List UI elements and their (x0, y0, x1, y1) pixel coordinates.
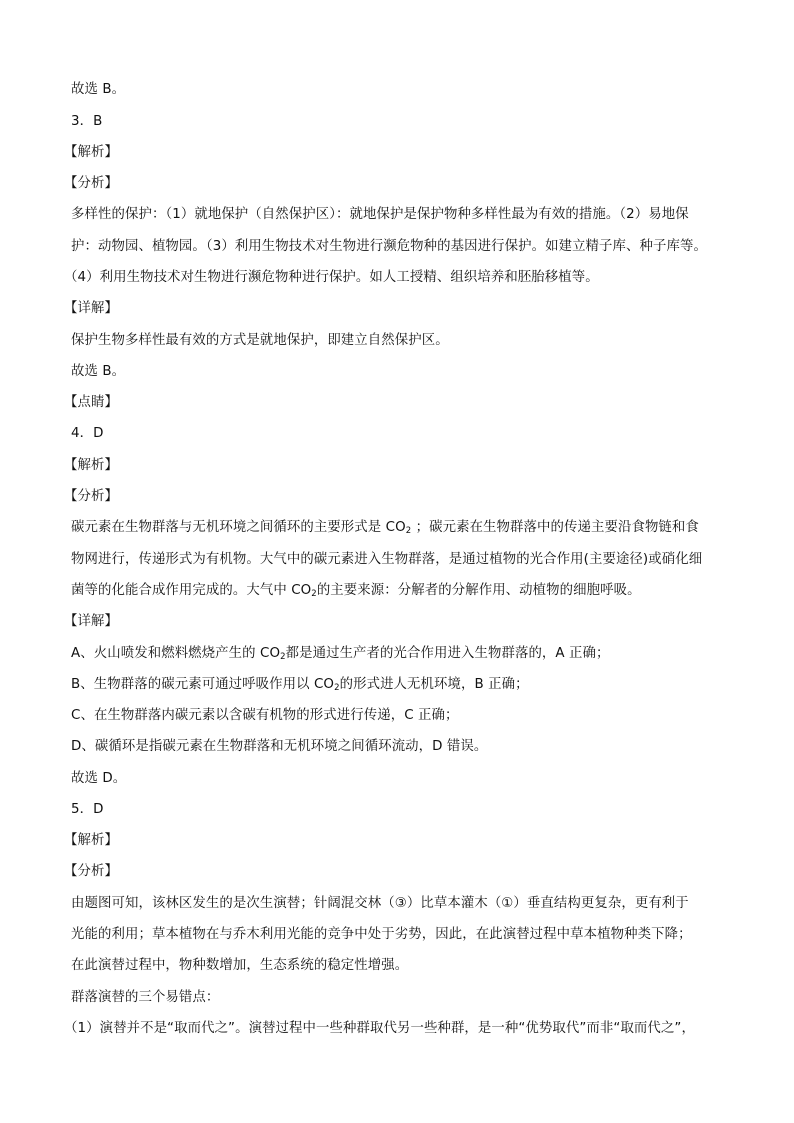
text-line: （4）利用生物技术对生物进行濒危物种进行保护。如人工授精、组织培养和胚胎移植等。 (64, 270, 599, 285)
question-number: 4．D (71, 426, 104, 441)
text-line: 故选 B。 (71, 364, 126, 379)
text-line: 保护生物多样性最有效的方式是就地保护，即建立自然保护区。 (71, 333, 449, 348)
text-line: 多样性的保护：（1）就地保护（自然保护区）：就地保护是保护物种多样性最为有效的措施。（2）易地保 (71, 207, 689, 222)
text-line (71, 518, 699, 538)
section-heading: 【解析】 (64, 145, 118, 160)
subscript: 2 (280, 652, 286, 662)
text-segment: B、生物群落的碳元素可通过呼吸作用以 CO (71, 677, 335, 692)
text-segment: 都是通过生产者的光合作用进入生物群落的，A 正确； (285, 646, 610, 661)
subscript: 2 (311, 589, 317, 599)
text-segment: 的主要来源：分解者的分解作用、动植物的细胞呼吸。 (316, 583, 641, 598)
section-heading: 【详解】 (64, 301, 118, 316)
text-segment: 菌等的化能合成作用完成的。大气中 CO (71, 583, 312, 598)
section-heading: 【分析】 (64, 489, 118, 504)
text-line: （1）演替并不是“取而代之”。演替过程中一些种群取代另一些种群，是一种“优势取代”而非“取而代之”， (64, 1021, 695, 1036)
section-heading: 【解析】 (64, 458, 118, 473)
text-line: 由题图可知，该林区发生的是次生演替；针阔混交林（③）比草本灌木（①）垂直结构更复杂，更有利于 (71, 896, 689, 911)
subscript: 2 (334, 683, 340, 693)
section-heading: 【分析】 (64, 864, 118, 879)
text-segment: A、火山喷发和燃料燃烧产生的 CO (71, 646, 281, 661)
text-segment: ；碳元素在生物群落中的传递主要沿食物链和食 (411, 520, 699, 535)
subscript: 2 (405, 526, 412, 536)
text-line: 护：动物园、植物园。（3）利用生物技术对生物进行濒危物种的基因进行保护。如建立精子库、种子库等。 (71, 239, 707, 254)
section-heading: 【点睛】 (64, 395, 118, 410)
text-line: 故选 B。 (71, 82, 126, 97)
text-line: C、在生物群落内碳元素以含碳有机物的形式进行传递，C 正确； (71, 708, 459, 723)
section-heading: 【详解】 (64, 614, 118, 629)
text-line: 群落演替的三个易错点： (71, 990, 220, 1005)
text-segment: 碳元素在生物群落与无机环境之间循环的主要形式是 CO (71, 520, 406, 535)
text-line: 在此演替过程中，物种数增加，生态系统的稳定性增强。 (71, 958, 409, 973)
text-line: 光能的利用；草本植物在与乔木利用光能的竞争中处于劣势，因此，在此演替过程中草本植物种类下降； (71, 927, 692, 942)
question-number: 3．B (71, 114, 103, 129)
text-line: 物网进行，传递形式为有机物。大气中的碳元素进入生物群落，是通过植物的光合作用(主要途径)或硝化细 (71, 552, 703, 567)
text-line (71, 644, 610, 664)
section-heading: 【分析】 (64, 176, 118, 191)
question-number: 5．D (71, 802, 104, 817)
text-segment: 的形式进人无机环境，B 正确； (339, 677, 529, 692)
text-line: D、碳循环是指碳元素在生物群落和无机环境之间循环流动，D 错误。 (71, 739, 488, 754)
text-line (71, 675, 529, 695)
section-heading: 【解析】 (64, 833, 118, 848)
text-line (71, 581, 641, 601)
text-line: 故选 D。 (71, 771, 127, 786)
